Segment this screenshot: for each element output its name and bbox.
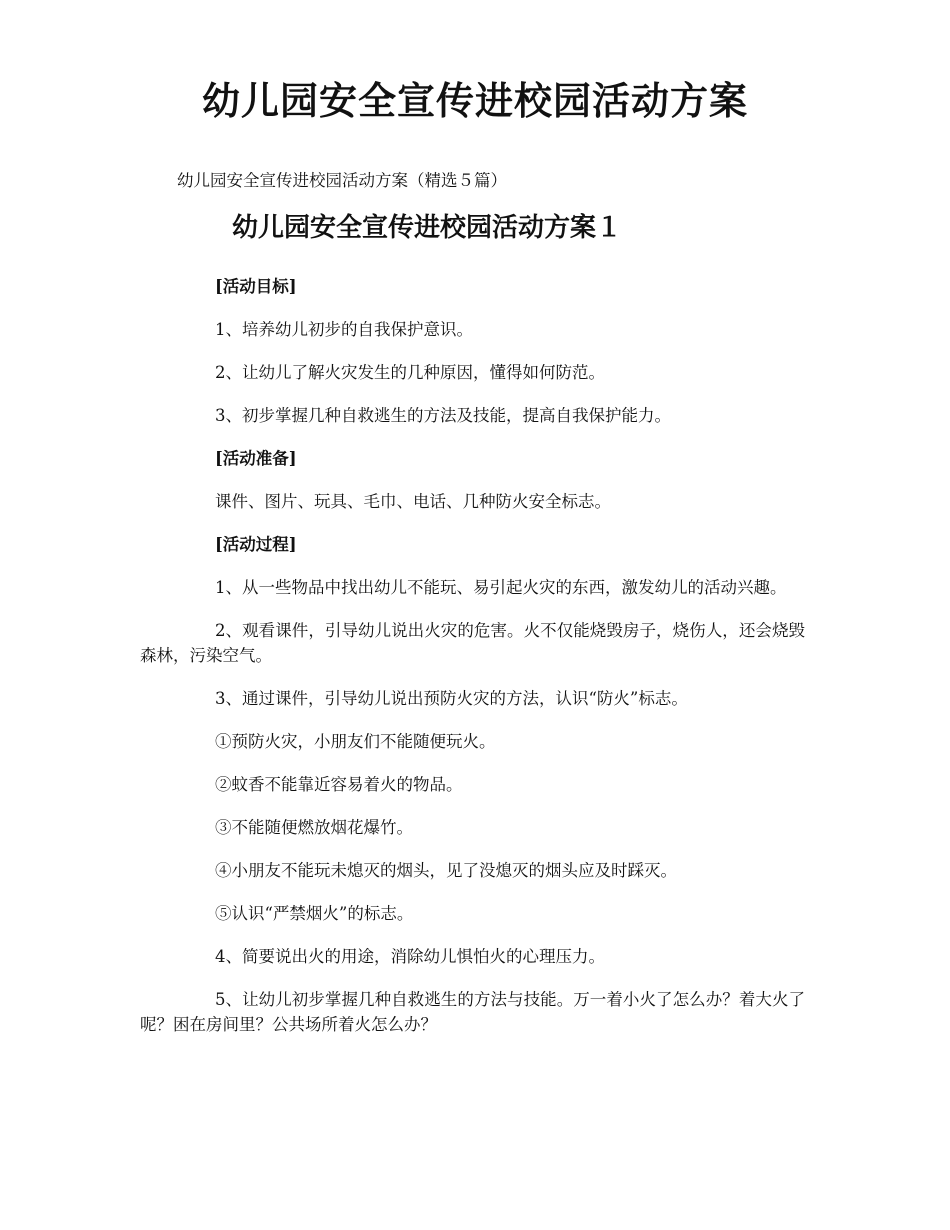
paragraph: ⑤认识“严禁烟火”的标志。 xyxy=(215,904,414,923)
paragraph: ④小朋友不能玩未熄灭的烟头，见了没熄灭的烟头应及时踩灭。 xyxy=(215,861,677,880)
paragraph: 2、让幼儿了解火灾发生的几种原因，懂得如何防范。 xyxy=(215,363,605,382)
paragraph: ③不能随便燃放烟花爆竹。 xyxy=(215,818,413,837)
paragraph: 1、从一些物品中找出幼儿不能玩、易引起火灾的东西，激发幼儿的活动兴趣。 xyxy=(215,578,787,597)
section-heading: [活动过程] xyxy=(215,535,297,554)
section-heading: [活动目标] xyxy=(215,277,297,296)
section-heading: [活动准备] xyxy=(215,449,297,468)
document-title: 幼儿园安全宣传进校园活动方案 xyxy=(201,78,748,123)
paragraph: ①预防火灾，小朋友们不能随便玩火。 xyxy=(215,732,496,751)
document-subtitle: 幼儿园安全宣传进校园活动方案（精选５篇） xyxy=(177,171,507,190)
section-title: 幼儿园安全宣传进校园活动方案１ xyxy=(232,213,623,243)
paragraph: ②蚊香不能靠近容易着火的物品。 xyxy=(215,775,463,794)
paragraph: 5、让幼儿初步掌握几种自救逃生的方法与技能。万一着小火了怎么办？着大火了呢？困在房间里？公共场所着火怎么办？ xyxy=(140,990,805,1034)
paragraph: 3、通过课件，引导幼儿说出预防火灾的方法，认识“防火”标志。 xyxy=(215,689,688,708)
paragraph: 4、简要说出火的用途，消除幼儿惧怕火的心理压力。 xyxy=(215,947,605,966)
paragraph: 2、观看课件，引导幼儿说出火灾的危害。火不仅能烧毁房子，烧伤人，还会烧毁森林，污染空气。 xyxy=(140,621,805,665)
document-body xyxy=(140,274,805,1055)
paragraph: 课件、图片、玩具、毛巾、电话、几种防火安全标志。 xyxy=(215,492,611,511)
paragraph: 3、初步掌握几种自救逃生的方法及技能，提高自我保护能力。 xyxy=(215,406,671,425)
paragraph: 1、培养幼儿初步的自我保护意识。 xyxy=(215,320,473,339)
